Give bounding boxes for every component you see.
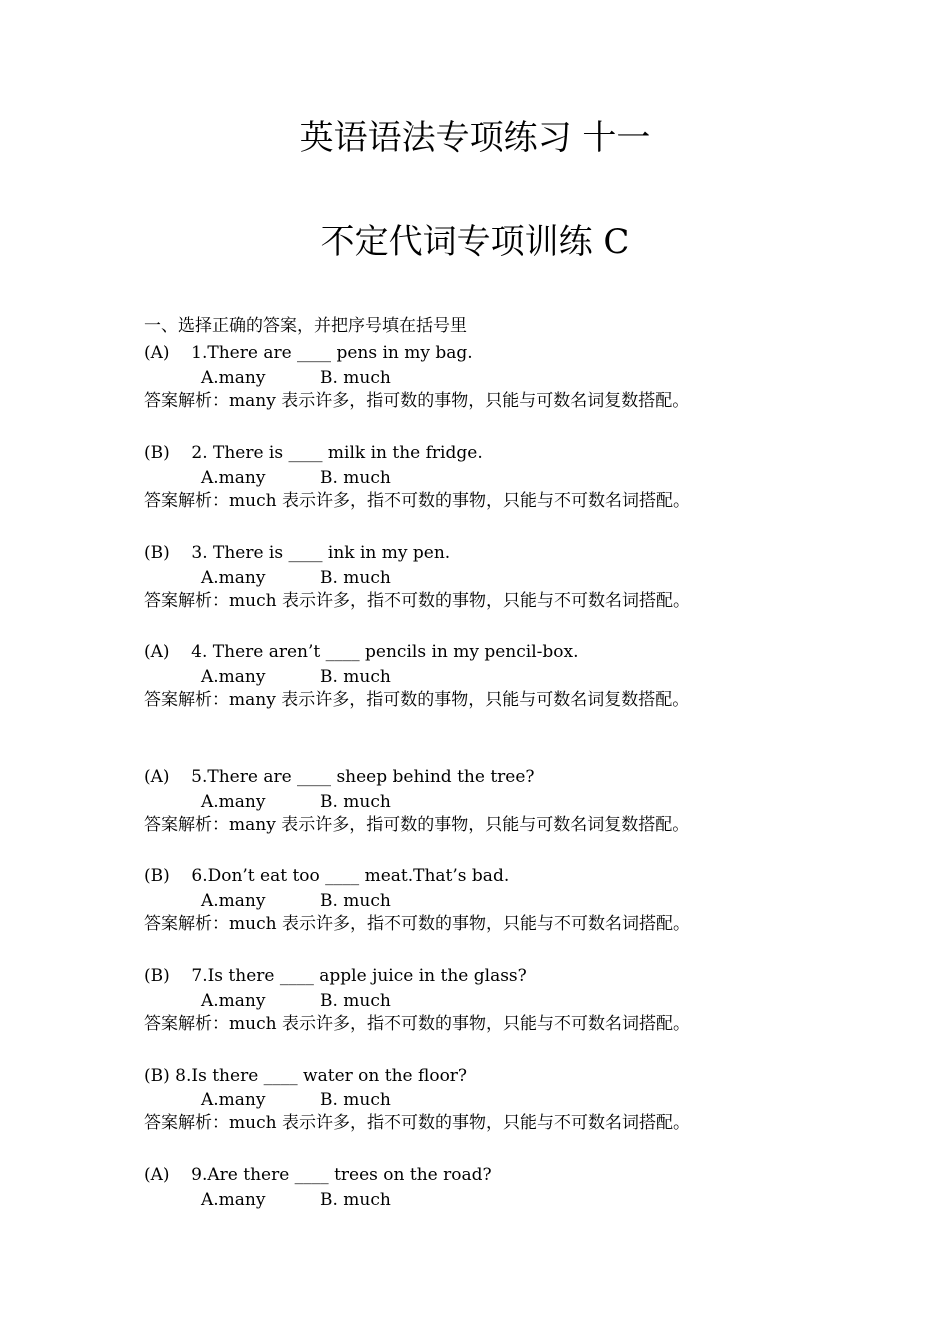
question-1: (A) 1.There are ____ pens in my bag. — [144, 343, 473, 363]
option-b: B. much — [320, 792, 391, 812]
option-b: B. much — [320, 468, 391, 488]
answer-analysis: 答案解析：much 表示许多，指不可数的事物，只能与不可数名词搭配。 — [144, 1014, 690, 1034]
instruction: 一、选择正确的答案，并把序号填在括号里 — [144, 316, 467, 336]
question-3: (B) 3. There is ____ ink in my pen. — [144, 543, 451, 563]
page-title: 英语语法专项练习 十一 — [299, 118, 651, 158]
option-a: A.many — [201, 891, 266, 911]
option-a: A.many — [201, 368, 266, 388]
option-a: A.many — [201, 991, 266, 1011]
question-9: (A) 9.Are there ____ trees on the road? — [144, 1165, 492, 1185]
question-4: (A) 4. There aren’t ____ pencils in my pencil-box. — [144, 642, 579, 662]
question-5: (A) 5.There are ____ sheep behind the tree? — [144, 767, 535, 787]
option-b: B. much — [320, 1190, 391, 1210]
question-6: (B) 6.Don’t eat too ____ meat.That’s bad. — [144, 866, 510, 886]
option-a: A.many — [201, 468, 266, 488]
option-b: B. much — [320, 991, 391, 1011]
option-b: B. much — [320, 667, 391, 687]
option-b: B. much — [320, 568, 391, 588]
answer-analysis: 答案解析：many 表示许多，指可数的事物，只能与可数名词复数搭配。 — [144, 690, 690, 710]
option-a: A.many — [201, 792, 266, 812]
question-8: (B) 8.Is there ____ water on the floor? — [144, 1066, 468, 1086]
answer-analysis: 答案解析：many 表示许多，指可数的事物，只能与可数名词复数搭配。 — [144, 815, 690, 835]
option-a: A.many — [201, 667, 266, 687]
option-b: B. much — [320, 891, 391, 911]
answer-analysis: 答案解析：much 表示许多，指不可数的事物，只能与不可数名词搭配。 — [144, 1113, 690, 1133]
question-2: (B) 2. There is ____ milk in the fridge. — [144, 443, 483, 463]
option-a: A.many — [201, 1090, 266, 1110]
answer-analysis: 答案解析：much 表示许多，指不可数的事物，只能与不可数名词搭配。 — [144, 591, 690, 611]
option-a: A.many — [201, 568, 266, 588]
page-subtitle: 不定代词专项训练 C — [320, 222, 630, 262]
option-a: A.many — [201, 1190, 266, 1210]
answer-analysis: 答案解析：many 表示许多，指可数的事物，只能与可数名词复数搭配。 — [144, 391, 690, 411]
answer-analysis: 答案解析：much 表示许多，指不可数的事物，只能与不可数名词搭配。 — [144, 491, 690, 511]
answer-analysis: 答案解析：much 表示许多，指不可数的事物，只能与不可数名词搭配。 — [144, 914, 690, 934]
question-7: (B) 7.Is there ____ apple juice in the glass? — [144, 966, 527, 986]
option-b: B. much — [320, 1090, 391, 1110]
option-b: B. much — [320, 368, 391, 388]
